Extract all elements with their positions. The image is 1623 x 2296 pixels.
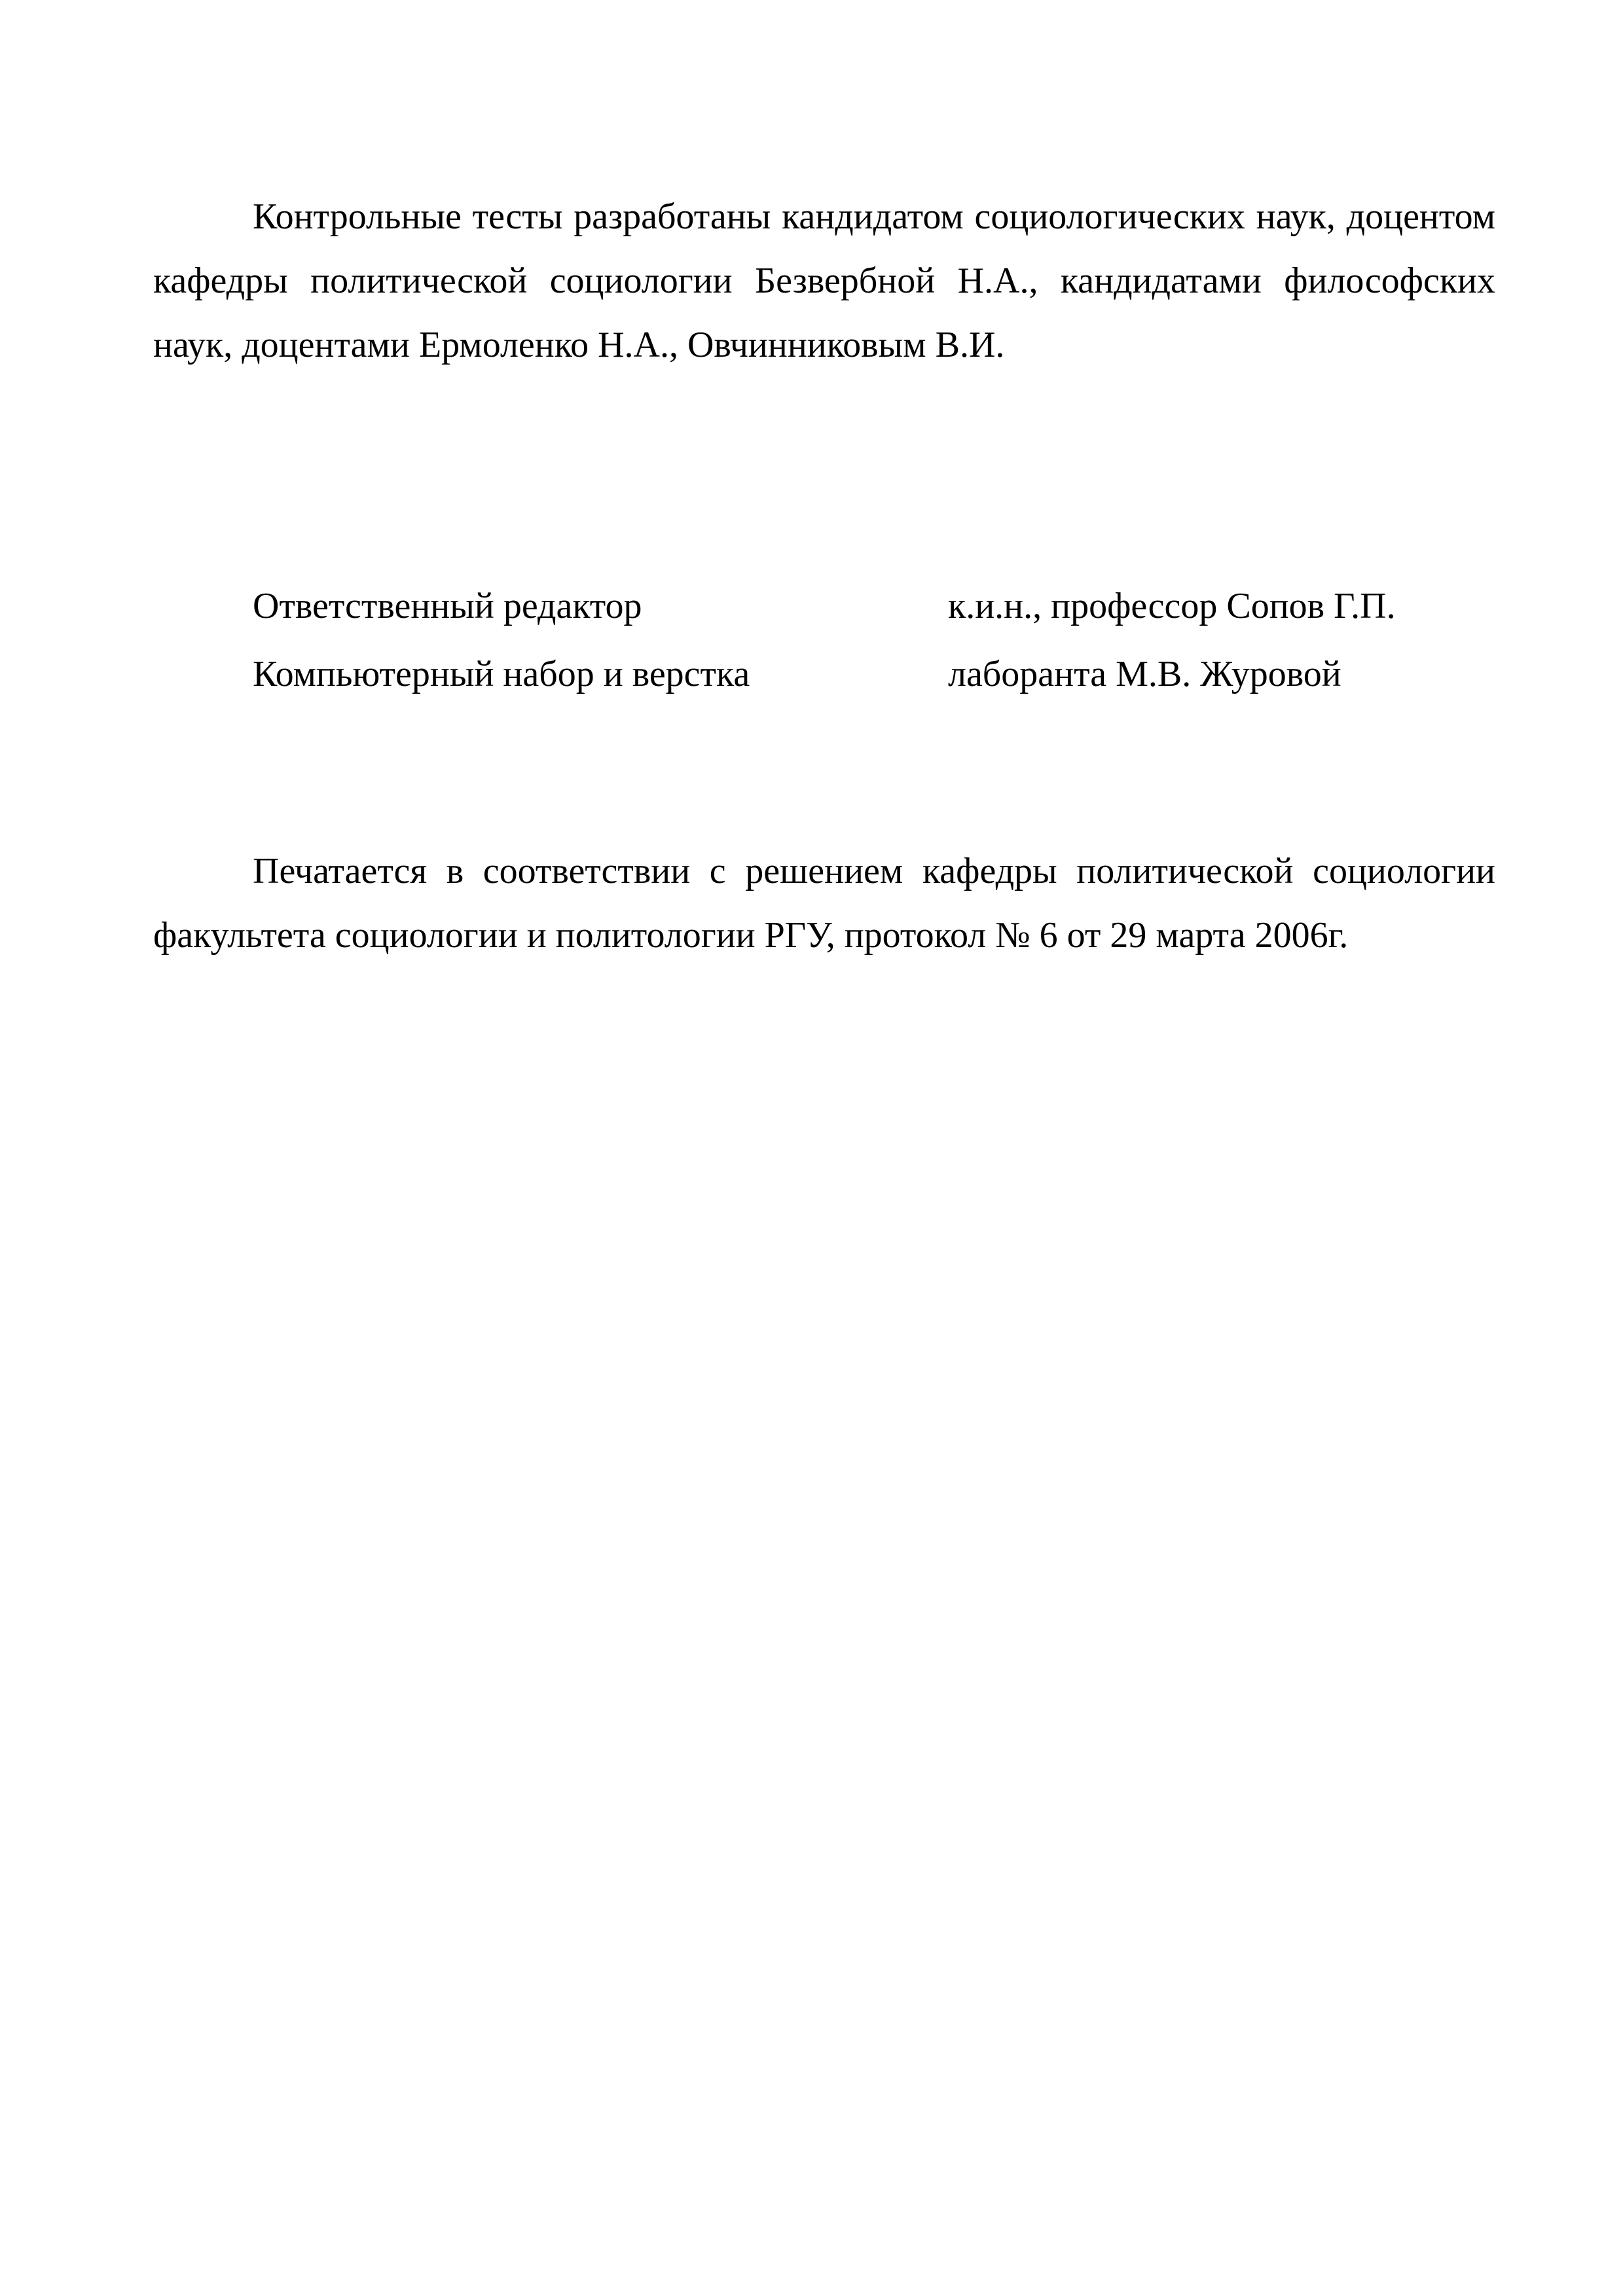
credit-role-typesetting: Компьютерный набор и верстка: [253, 654, 750, 694]
printing-paragraph: Печатается в соответствии с решением кафедры политической социологии факультета социологии и политологии РГУ, протокол № 6 от 29 марта 2006г.: [153, 851, 1495, 956]
credit-role-editor: Ответственный редактор: [253, 586, 642, 626]
credit-person-editor: к.и.н., профессор Сопов Г.П.: [948, 586, 1396, 626]
credit-person-typesetting: лаборанта М.В. Журовой: [948, 654, 1341, 694]
credits-block: [253, 572, 1497, 708]
credit-row-editor: [253, 572, 1497, 640]
authors-paragraph: Контрольные тесты разработаны кандидатом социологических наук, доцентом кафедры политической социологии Безвербной Н.А., кандидатами философских наук, доцентами Ермоленко Н.А., Овчинниковым В.И.: [153, 196, 1495, 365]
credit-row-typesetting: [253, 640, 1497, 708]
